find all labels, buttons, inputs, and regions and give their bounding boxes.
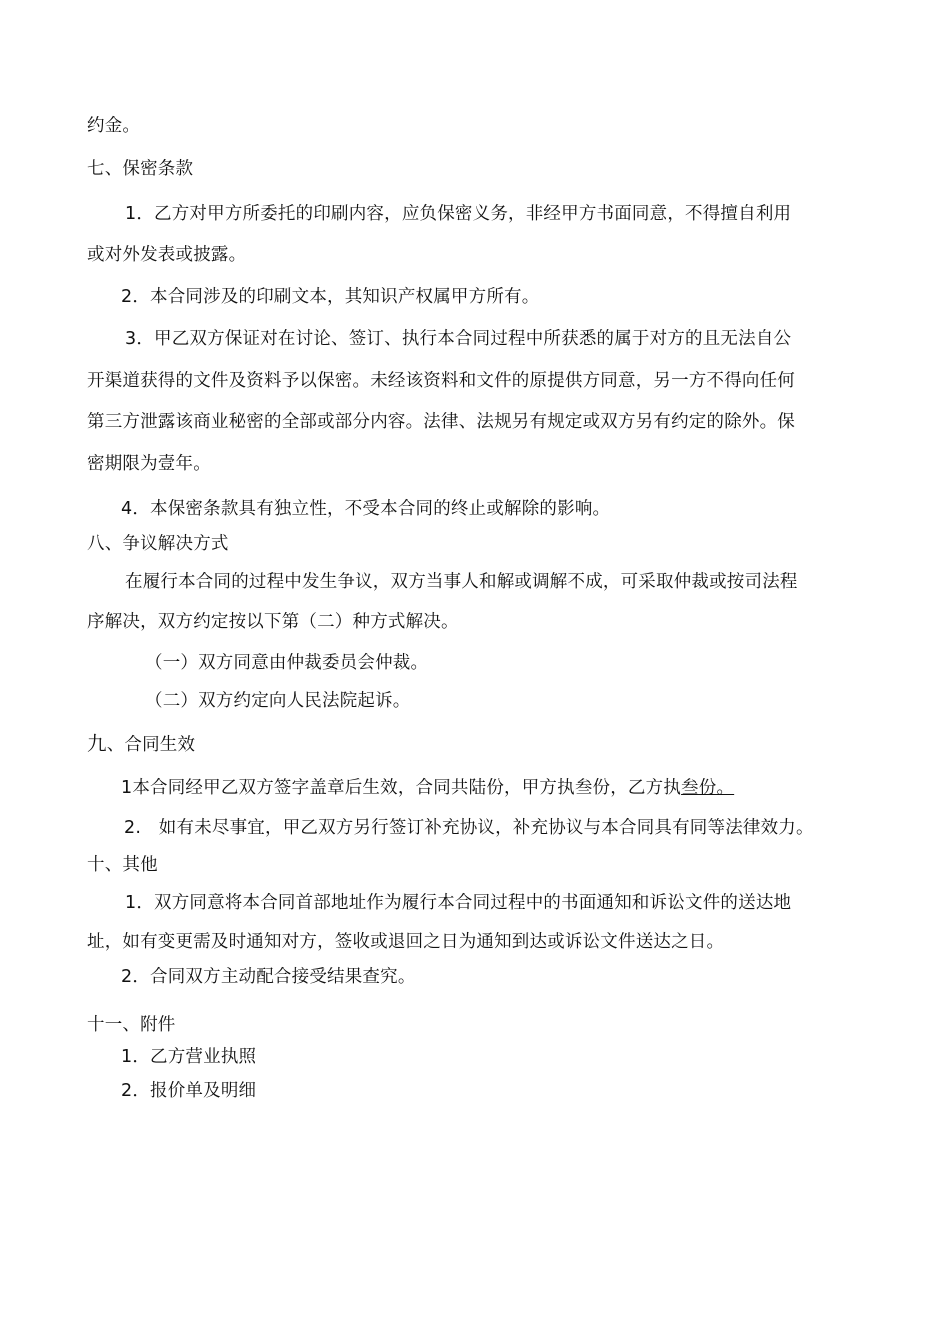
section-heading-11: 十一、附件: [87, 1015, 176, 1035]
text-line: 1．乙方对甲方所委托的印刷内容，应负保密义务，非经甲方书面同意，不得擅自利用: [125, 204, 792, 224]
text-line: 序解决，双方约定按以下第（二）种方式解决。: [87, 612, 459, 632]
text-line: 1．双方同意将本合同首部地址作为履行本合同过程中的书面通知和诉讼文件的送达地: [125, 893, 792, 913]
text-line: [121, 777, 734, 799]
text-line: 2. 如有未尽事宜，甲乙双方另行签订补充协议，补充协议与本合同具有同等法律效力。: [124, 818, 814, 838]
text-line: 3．甲乙双方保证对在讨论、签订、执行本合同过程中所获悉的属于对方的且无法自公: [125, 329, 792, 349]
text-line: 第三方泄露该商业秘密的全部或部分内容。法律、法规另有规定或双方另有约定的除外。保: [87, 412, 795, 432]
attachment-item: 1．乙方营业执照: [121, 1047, 257, 1067]
section-number-9: 九: [87, 732, 107, 755]
text-line: （二）双方约定向人民法院起诉。: [145, 691, 411, 711]
section-heading-9: [87, 733, 195, 756]
text-line: （一）双方同意由仲裁委员会仲裁。: [145, 653, 429, 673]
text-line: 或对外发表或披露。: [87, 245, 247, 265]
text-line: 开渠道获得的文件及资料予以保密。未经该资料和文件的原提供方同意，另一方不得向任何: [87, 371, 795, 391]
text-line: 址，如有变更需及时通知对方，签收或退回之日为通知到达或诉讼文件送达之日。: [87, 932, 725, 952]
section-heading-10: 十、其他: [87, 855, 158, 875]
text-line: 4．本保密条款具有独立性，不受本合同的终止或解除的影响。: [121, 499, 611, 519]
text-line: 2．本合同涉及的印刷文本，其知识产权属甲方所有。: [121, 287, 540, 307]
text-line: 2．合同双方主动配合接受结果查究。: [121, 967, 416, 987]
text-segment: 1本合同经甲乙双方签字盖章后生效，合同共陆份，甲方执叁份，乙方执: [121, 778, 682, 798]
section-title-9: 、合同生效: [106, 735, 196, 755]
attachment-item: 2．报价单及明细: [121, 1081, 257, 1101]
text-line: 在履行本合同的过程中发生争议，双方当事人和解或调解不成，可采取仲裁或按司法程: [125, 572, 798, 592]
text-line: 密期限为壹年。: [87, 454, 211, 474]
text-line: 约金。: [87, 116, 141, 136]
section-heading-8: 八、争议解决方式: [87, 534, 229, 554]
underlined-text: 叁份。: [681, 778, 735, 798]
section-heading-7: 七、保密条款: [87, 159, 194, 179]
